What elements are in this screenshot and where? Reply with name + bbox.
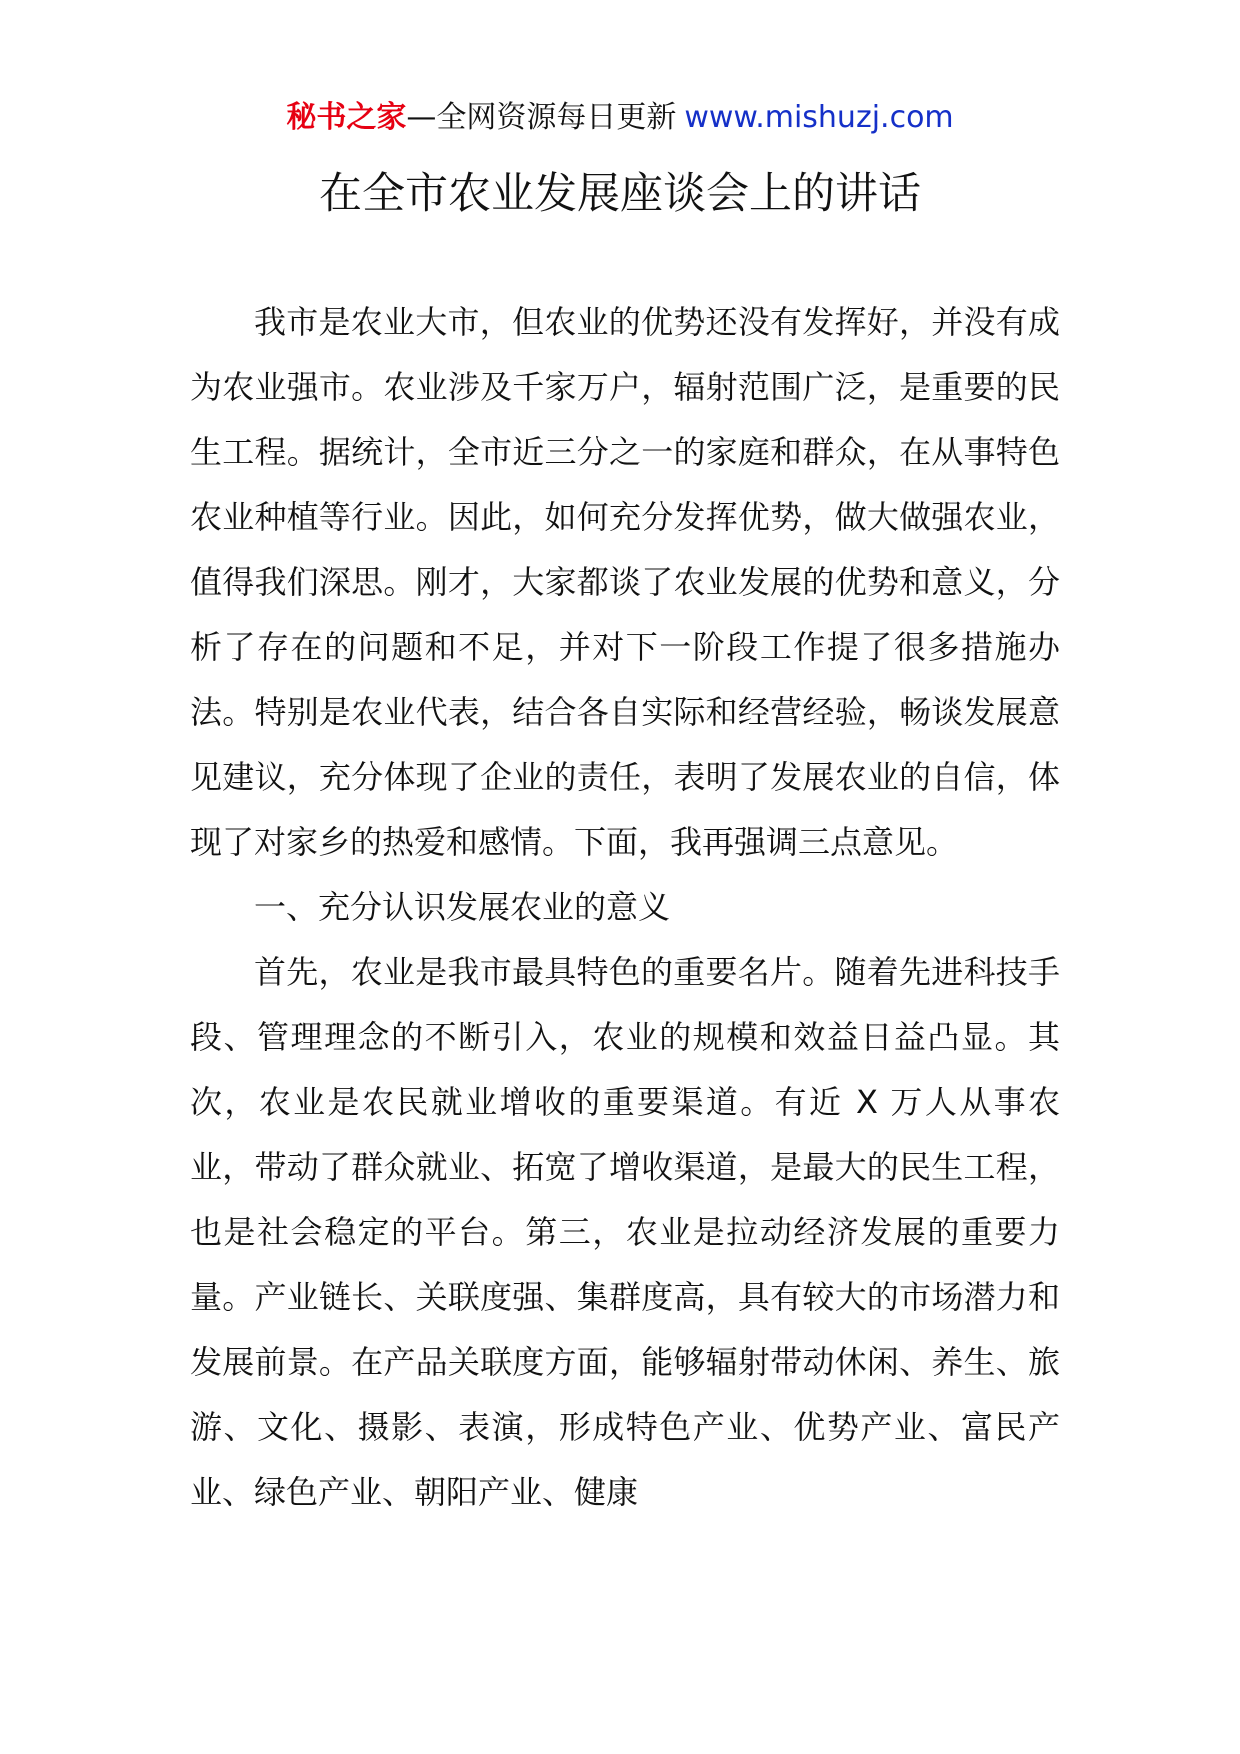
section-paragraph: 首先，农业是我市最具特色的重要名片。随着先进科技手段、管理理念的不断引入，农业的规模和效益日益凸显。其次，农业是农民就业增收的重要渠道。有近 X 万人从事农业，带动了群众就业、拓宽了增收渠道，是最大的民生工程，也是社会稳定的平台。第三，农业是拉动经济发展的重要力量。产业链长、关联度强、集群度高，具有较大的市场潜力和发展前景。在产品关联度方面，能够辐射带动休闲、养生、旅游、文化、摄影、表演，形成特色产业、优势产业、富民产业、绿色产业、朝阳产业、健康	[190, 953, 1060, 1511]
document-title: 在全市农业发展座谈会上的讲话	[319, 169, 921, 219]
website-link[interactable]: www.mishuzj.com	[684, 100, 954, 135]
brand-name: 秘书之家	[286, 100, 407, 135]
watermark-header	[0, 96, 1240, 140]
header-tagline: —全网资源每日更新	[406, 100, 677, 135]
intro-paragraph: 我市是农业大市，但农业的优势还没有发挥好，并没有成为农业强市。农业涉及千家万户，辐射范围广泛，是重要的民生工程。据统计，全市近三分之一的家庭和群众，在从事特色农业种植等行业。因此，如何充分发挥优势，做大做强农业，值得我们深思。刚才，大家都谈了农业发展的优势和意义，分析了存在的问题和不足，并对下一阶段工作提了很多措施办法。特别是农业代表，结合各自实际和经营经验，畅谈发展意见建议，充分体现了企业的责任，表明了发展农业的自信，体现了对家乡的热爱和感情。下面，我再强调三点意见。	[190, 303, 1060, 861]
section-heading: 一、充分认识发展农业的意义	[254, 888, 671, 926]
document-body	[190, 290, 1060, 1525]
